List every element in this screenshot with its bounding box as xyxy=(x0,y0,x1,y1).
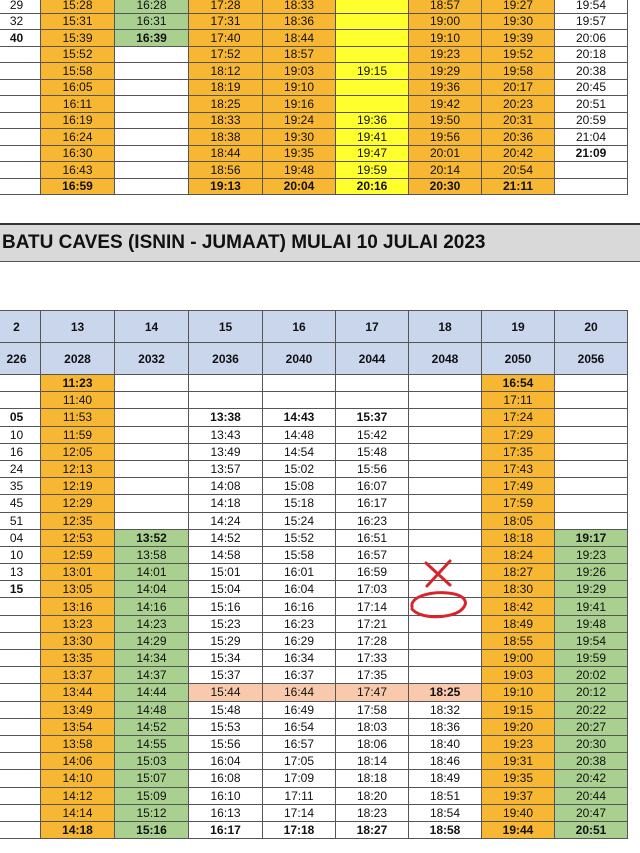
header-row-trains: 226 2028 2032 2036 2040 2044 2048 2050 2056 xyxy=(0,343,628,375)
table-row: 13:58 14:55 15:56 16:57 18:06 18:40 19:23 20:30 xyxy=(0,735,628,752)
table-row: 15 13:05 14:04 15:04 16:04 17:03 18:30 19:29 xyxy=(0,581,628,598)
table-row: 13:37 14:37 15:37 16:37 17:35 19:03 20:02 xyxy=(0,667,628,684)
red-circle-mark xyxy=(412,593,465,617)
bottom-timetable xyxy=(0,310,628,839)
table-row: 16:43 18:56 19:48 19:59 20:14 20:54 xyxy=(0,162,628,179)
table-row: 32 15:31 16:31 17:31 18:36 19:00 19:30 19:57 xyxy=(0,13,628,30)
table-row: 13:54 14:52 15:53 16:54 18:03 18:36 19:20 20:27 xyxy=(0,718,628,735)
table-row: 13:30 14:29 15:29 16:29 17:28 18:55 19:54 xyxy=(0,632,628,649)
table-row: 14:10 15:07 16:08 17:09 18:18 18:49 19:35 20:42 xyxy=(0,770,628,787)
table-row: 11:40 17:11 xyxy=(0,392,628,409)
table-row: 13:44 14:44 15:44 16:44 17:47 18:25 19:10 20:12 xyxy=(0,684,628,701)
table-row: 16:11 18:25 19:16 19:42 20:23 20:51 xyxy=(0,96,628,113)
top-timetable xyxy=(0,0,628,195)
table-row: 16:19 18:33 19:24 19:36 19:50 20:31 20:59 xyxy=(0,112,628,129)
table-row: 13:49 14:48 15:48 16:49 17:58 18:32 19:15 20:22 xyxy=(0,701,628,718)
table-row: 16:30 18:44 19:35 19:47 20:01 20:42 21:09 xyxy=(0,145,628,162)
table-row: 11:23 16:54 xyxy=(0,375,628,392)
table-row: 35 12:19 14:08 15:08 16:07 17:49 xyxy=(0,478,628,495)
table-row: 13:23 14:23 15:23 16:23 17:21 18:49 19:48 xyxy=(0,615,628,632)
table-row: 15:58 18:12 19:03 19:15 19:29 19:58 20:38 xyxy=(0,63,628,80)
table-row: 14:12 15:09 16:10 17:11 18:20 18:51 19:37 20:44 xyxy=(0,787,628,804)
table-row: 10 12:59 13:58 14:58 15:58 16:57 18:24 19:23 xyxy=(0,546,628,563)
table-row: 16:59 19:13 20:04 20:16 20:30 21:11 xyxy=(0,178,628,195)
table-row: 15:52 17:52 18:57 19:23 19:52 20:18 xyxy=(0,46,628,63)
handwritten-x-circle-mark xyxy=(400,555,480,625)
header-row-numbers: 2 13 14 15 16 17 18 19 20 xyxy=(0,311,628,343)
table-row: 24 12:13 13:57 15:02 15:56 17:43 xyxy=(0,460,628,477)
table-row: 29 15:28 16:28 17:28 18:33 18:57 19:27 19:54 xyxy=(0,0,628,13)
table-row: 51 12:35 14:24 15:24 16:23 18:05 xyxy=(0,512,628,529)
section-title: BATU CAVES (ISNIN - JUMAAT) MULAI 10 JULAI 2023 xyxy=(0,223,640,262)
table-row: 04 12:53 13:52 14:52 15:52 16:51 18:18 19:17 xyxy=(0,529,628,546)
table-row: 13:16 14:16 15:16 16:16 17:14 18:42 19:41 xyxy=(0,598,628,615)
table-row: 14:14 15:12 16:13 17:14 18:23 18:54 19:40 20:47 xyxy=(0,804,628,821)
table-row: 13:35 14:34 15:34 16:34 17:33 19:00 19:59 xyxy=(0,650,628,667)
red-x-mark xyxy=(426,561,450,586)
table-row: 05 11:53 13:38 14:43 15:37 17:24 xyxy=(0,409,628,426)
table-row: 13 13:01 14:01 15:01 16:01 16:59 18:27 19:26 xyxy=(0,564,628,581)
table-row: 14:06 15:03 16:04 17:05 18:14 18:46 19:31 20:38 xyxy=(0,753,628,770)
table-row: 45 12:29 14:18 15:18 16:17 17:59 xyxy=(0,495,628,512)
table-row: 40 15:39 16:39 17:40 18:44 19:10 19:39 20:06 xyxy=(0,30,628,47)
table-row: 16 12:05 13:49 14:54 15:48 17:35 xyxy=(0,443,628,460)
table-row: 16:05 18:19 19:10 19:36 20:17 20:45 xyxy=(0,79,628,96)
table-row: 16:24 18:38 19:30 19:41 19:56 20:36 21:04 xyxy=(0,129,628,146)
table-row: 14:18 15:16 16:17 17:18 18:27 18:58 19:44 20:51 xyxy=(0,821,628,838)
table-row: 10 11:59 13:43 14:48 15:42 17:29 xyxy=(0,426,628,443)
